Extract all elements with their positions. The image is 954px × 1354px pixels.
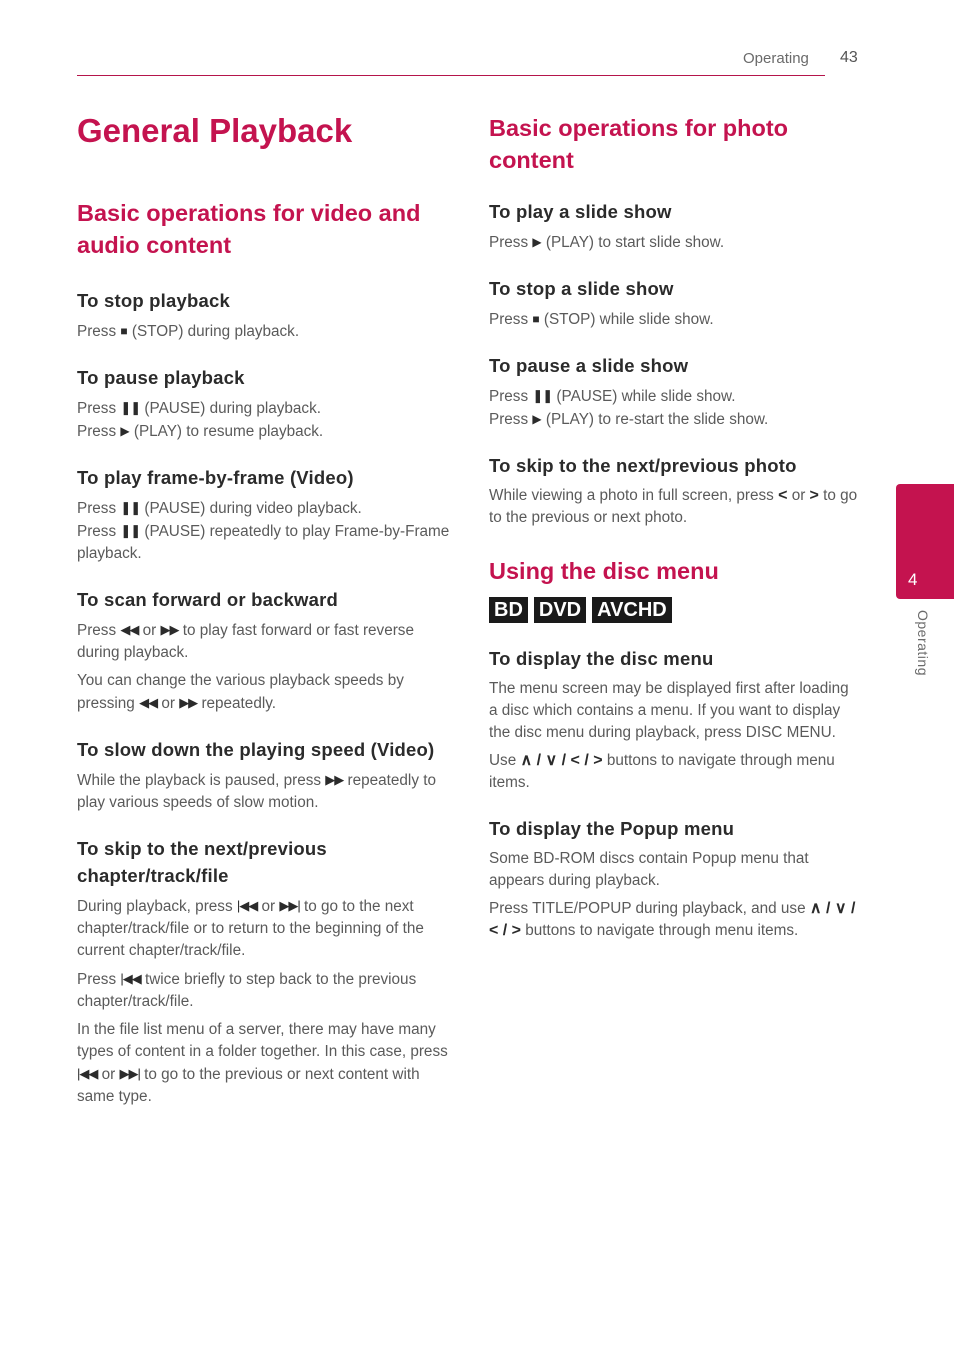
navigation-arrows-icon: ∧ / ∨ / < / > bbox=[489, 900, 856, 939]
text-fragment: or bbox=[101, 1066, 116, 1083]
text-fragment: buttons to navigate through menu items. bbox=[489, 752, 835, 791]
block-skip-photo bbox=[489, 452, 859, 529]
text-fragment: Press bbox=[489, 311, 529, 328]
text-fragment: Press bbox=[77, 400, 117, 417]
block-frame-by-frame bbox=[77, 464, 453, 565]
fast-forward-icon: ▶▶ bbox=[179, 695, 198, 710]
section-title-disc-menu: Using the disc menu bbox=[489, 558, 719, 584]
bd-badge: BD bbox=[489, 597, 528, 623]
text-fragment: While viewing a photo in full screen, press bbox=[489, 487, 774, 504]
pause-icon: ❚❚ bbox=[532, 388, 553, 403]
text-fragment: to go to the previous or next content with same type. bbox=[77, 1066, 420, 1105]
left-column bbox=[77, 197, 453, 1129]
text-stop-playback bbox=[77, 320, 453, 343]
subtitle-disc-menu: To display the disc menu bbox=[489, 648, 714, 669]
right-column bbox=[489, 112, 859, 963]
text-fragment: Press bbox=[489, 411, 529, 428]
text-skip-1 bbox=[77, 895, 453, 962]
navigation-arrows-icon: ∧ / ∨ / < / > bbox=[520, 752, 603, 769]
skip-next-icon: ▶▶| bbox=[279, 898, 300, 913]
text-fragment: Press bbox=[489, 234, 529, 251]
subtitle-scan: To scan forward or backward bbox=[77, 589, 339, 610]
text-disc-menu-2 bbox=[489, 750, 859, 794]
text-fragment: (PLAY) to resume playback. bbox=[133, 423, 324, 440]
block-disc-menu bbox=[489, 645, 859, 794]
subtitle-stop-slide: To stop a slide show bbox=[489, 278, 674, 299]
skip-next-icon: ▶▶| bbox=[119, 1066, 140, 1081]
disc-format-badges bbox=[489, 597, 859, 623]
subtitle-slow-down: To slow down the playing speed (Video) bbox=[77, 739, 435, 760]
text-fragment: or bbox=[261, 898, 276, 915]
left-arrow-icon: < bbox=[778, 487, 788, 504]
text-fragment: or bbox=[791, 487, 806, 504]
text-fragment: (STOP) while slide show. bbox=[543, 311, 714, 328]
play-icon: ▶ bbox=[532, 235, 542, 249]
text-frame-by-frame bbox=[77, 497, 453, 565]
block-play-slide bbox=[489, 198, 859, 254]
block-stop-slide bbox=[489, 275, 859, 331]
text-fragment: Use bbox=[489, 752, 517, 769]
text-fragment: (PAUSE) while slide show. bbox=[556, 388, 736, 405]
text-slow-down bbox=[77, 769, 453, 814]
section-title-photo: Basic operations for photo content bbox=[489, 115, 788, 173]
skip-previous-icon: |◀◀ bbox=[120, 971, 141, 986]
pause-icon: ❚❚ bbox=[120, 523, 141, 538]
stop-icon: ■ bbox=[120, 324, 128, 338]
block-slow-down bbox=[77, 736, 453, 814]
text-pause-slide bbox=[489, 385, 859, 431]
fast-forward-icon: ▶▶ bbox=[160, 622, 179, 637]
text-fragment: Press bbox=[77, 622, 117, 639]
text-fragment: twice briefly to step back to the previous chapter/track/file. bbox=[77, 971, 417, 1010]
text-fragment: to play fast forward or fast reverse during playback. bbox=[77, 622, 414, 661]
subtitle-play-slide: To play a slide show bbox=[489, 201, 672, 222]
text-fragment: (STOP) during playback. bbox=[131, 323, 300, 340]
text-fragment: Press TITLE/POPUP during playback, and use bbox=[489, 900, 806, 917]
text-fragment: or bbox=[142, 622, 157, 639]
dvd-badge: DVD bbox=[534, 597, 586, 623]
text-fragment: (PAUSE) during playback. bbox=[144, 400, 321, 417]
text-skip-2 bbox=[77, 968, 453, 1013]
text-stop-slide bbox=[489, 308, 859, 331]
subtitle-popup-menu: To display the Popup menu bbox=[489, 818, 735, 839]
pause-icon: ❚❚ bbox=[120, 400, 141, 415]
skip-previous-icon: |◀◀ bbox=[77, 1066, 98, 1081]
text-pause-playback bbox=[77, 397, 453, 443]
text-fragment: During playback, press bbox=[77, 898, 233, 915]
text-fragment: or bbox=[161, 695, 175, 712]
section-title-video-audio: Basic operations for video and audio content bbox=[77, 200, 421, 258]
skip-previous-icon: |◀◀ bbox=[236, 898, 258, 913]
right-arrow-icon: > bbox=[809, 487, 819, 504]
rewind-icon: ◀◀ bbox=[139, 695, 158, 710]
subtitle-pause-playback: To pause playback bbox=[77, 367, 245, 388]
subtitle-frame-by-frame: To play frame-by-frame (Video) bbox=[77, 467, 354, 488]
text-skip-3 bbox=[77, 1019, 453, 1108]
page-title: General Playback bbox=[77, 112, 353, 149]
block-pause-slide bbox=[489, 352, 859, 431]
subtitle-pause-slide: To pause a slide show bbox=[489, 355, 689, 376]
pause-icon: ❚❚ bbox=[120, 500, 141, 515]
page-number: 43 bbox=[840, 49, 858, 66]
text-fragment: repeatedly to play various speeds of slow motion. bbox=[77, 772, 436, 811]
text-fragment: Press bbox=[77, 971, 117, 988]
text-fragment: buttons to navigate through menu items. bbox=[525, 922, 799, 939]
text-scan-2 bbox=[77, 670, 453, 715]
block-skip-chapter bbox=[77, 835, 453, 1108]
text-fragment: repeatedly. bbox=[201, 695, 276, 712]
text-popup-2 bbox=[489, 898, 859, 942]
chapter-tab bbox=[896, 484, 954, 599]
text-fragment: (PAUSE) during video playback. bbox=[144, 500, 362, 517]
subtitle-skip-photo: To skip to the next/previous photo bbox=[489, 455, 797, 476]
text-fragment: (PAUSE) repeatedly to play Frame-by-Frame playback. bbox=[77, 523, 450, 562]
text-fragment: to go to the previous or next photo. bbox=[489, 487, 858, 526]
header-divider bbox=[77, 75, 825, 76]
text-fragment: Press bbox=[77, 423, 117, 440]
avchd-badge: AVCHD bbox=[592, 597, 672, 623]
header-section: Operating bbox=[743, 50, 809, 67]
text-fragment: Press bbox=[77, 323, 117, 340]
block-pause-playback bbox=[77, 364, 453, 443]
block-popup-menu bbox=[489, 815, 859, 942]
block-stop-playback bbox=[77, 287, 453, 343]
play-icon: ▶ bbox=[532, 412, 542, 426]
text-play-slide bbox=[489, 231, 859, 254]
text-fragment: (PLAY) to start slide show. bbox=[545, 234, 725, 251]
stop-icon: ■ bbox=[532, 312, 540, 326]
text-popup-1: Some BD-ROM discs contain Popup menu that appears during playback. bbox=[489, 850, 809, 889]
text-fragment: to go to the next chapter/track/file or to return to the beginning of the current chapter/track/file. bbox=[77, 898, 424, 959]
text-fragment: Press bbox=[77, 523, 117, 540]
play-icon: ▶ bbox=[120, 424, 130, 438]
text-fragment: Press bbox=[489, 388, 529, 405]
text-skip-photo bbox=[489, 485, 859, 529]
text-disc-menu-1: The menu screen may be displayed first after loading a disc which contains a menu. If you want to display the disc menu during playback, press DISC MENU. bbox=[489, 680, 849, 741]
text-fragment: You can change the various playback speeds by pressing bbox=[77, 672, 404, 712]
chapter-label: Operating bbox=[915, 610, 931, 676]
subtitle-skip-chapter: To skip to the next/previous chapter/track/file bbox=[77, 838, 327, 886]
block-scan bbox=[77, 586, 453, 715]
chapter-number: 4 bbox=[908, 570, 918, 589]
text-fragment: In the file list menu of a server, there may have many types of content in a folder together. In this case, press bbox=[77, 1021, 448, 1060]
subtitle-stop-playback: To stop playback bbox=[77, 290, 230, 311]
fast-forward-icon: ▶▶ bbox=[325, 772, 344, 787]
rewind-icon: ◀◀ bbox=[120, 622, 139, 637]
text-scan-1 bbox=[77, 619, 453, 664]
text-fragment: While the playback is paused, press bbox=[77, 772, 322, 789]
text-fragment: (PLAY) to re-start the slide show. bbox=[545, 411, 769, 428]
text-fragment: Press bbox=[77, 500, 117, 517]
